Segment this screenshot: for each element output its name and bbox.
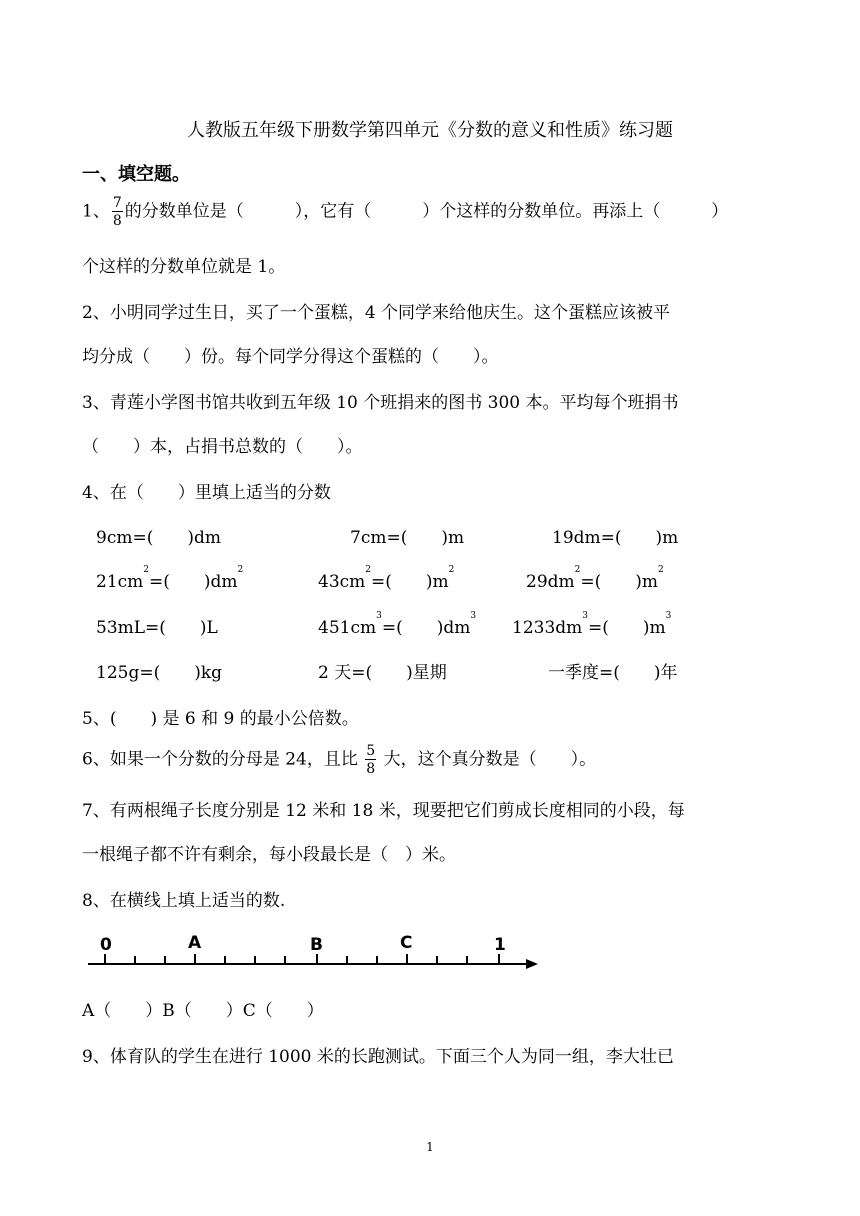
label-c: C bbox=[400, 933, 413, 953]
superscript: 3 bbox=[376, 611, 382, 621]
question-8-intro: 8、在横线上填上适当的数. bbox=[82, 891, 286, 911]
question-3-line-2: （ ）本，占捐书总数的（ ）。 bbox=[82, 437, 363, 457]
question-6 bbox=[82, 744, 596, 776]
q1-prefix: 1、 bbox=[82, 201, 110, 222]
q4-r1-c1: 9cm=( )dm bbox=[96, 528, 221, 548]
superscript: 2 bbox=[574, 565, 581, 575]
question-4-intro: 4、在（ ）里填上适当的分数 bbox=[82, 483, 331, 503]
unit-text: 21cm bbox=[96, 572, 144, 592]
superscript: 2 bbox=[365, 565, 372, 575]
q4-r1-c2: 7cm=( )m bbox=[350, 528, 465, 548]
unit-text: =( )dm bbox=[149, 572, 238, 592]
number-line bbox=[80, 928, 550, 980]
arrow-head-icon bbox=[526, 959, 538, 969]
unit-text: =( )m bbox=[371, 572, 449, 592]
label-a: A bbox=[188, 933, 202, 953]
q4-r2-c2 bbox=[318, 567, 454, 592]
frac-numerator: 7 bbox=[112, 195, 122, 211]
page-number: 1 bbox=[426, 1140, 434, 1154]
section-heading: 一、填空题。 bbox=[82, 164, 190, 185]
superscript: 2 bbox=[658, 565, 664, 575]
label-b: B bbox=[310, 935, 323, 955]
superscript: 2 bbox=[237, 565, 244, 575]
question-5: 5、( ) 是 6 和 9 的最小公倍数。 bbox=[82, 709, 359, 729]
unit-text: 1233dm bbox=[512, 618, 583, 638]
question-1-line-2: 个这样的分数单位就是 1。 bbox=[82, 257, 286, 277]
frac-denominator: 8 bbox=[112, 213, 122, 229]
unit-text: =( )m bbox=[580, 572, 659, 592]
question-9-line-1: 9、体育队的学生在进行 1000 米的长跑测试。下面三个人为同一组，李大壮已 bbox=[82, 1047, 674, 1067]
q1-text: 的分数单位是（ ），它有（ ）个这样的分数单位。再添上（ ） bbox=[124, 201, 729, 222]
superscript: 3 bbox=[665, 611, 672, 621]
question-2-line-1: 2、小明同学过生日，买了一个蛋糕，4 个同学来给他庆生。这个蛋糕应该被平 bbox=[82, 303, 671, 323]
q4-r2-c3 bbox=[526, 567, 664, 592]
fraction-5-8 bbox=[365, 744, 376, 776]
q4-r4-c1: 125g=( )kg bbox=[96, 663, 223, 683]
question-2-line-2: 均分成（ ）份。每个同学分得这个蛋糕的（ ）。 bbox=[82, 347, 499, 367]
frac-numerator: 5 bbox=[366, 743, 376, 759]
question-8-answers: A（ ）B（ ）C（ ） bbox=[82, 1001, 324, 1021]
q6-prefix: 6、如果一个分数的分母是 24，且比 bbox=[82, 749, 358, 770]
fraction-7-8 bbox=[112, 196, 123, 228]
question-3-line-1: 3、青莲小学图书馆共收到五年级 10 个班捐来的图书 300 本。平均每个班捐书 bbox=[82, 393, 679, 413]
superscript: 2 bbox=[448, 565, 455, 575]
unit-text: =( )dm bbox=[381, 618, 471, 638]
q6-suffix: 大，这个真分数是（ ）。 bbox=[383, 749, 597, 770]
question-7-line-2: 一根绳子都不许有剩余，每小段最长是（ ）米。 bbox=[82, 845, 456, 865]
number-line-ticks bbox=[105, 954, 499, 964]
label-one: 1 bbox=[494, 935, 506, 955]
q4-r4-c3: 一季度=( )年 bbox=[548, 663, 678, 683]
q4-r4-c2: 2 天=( )星期 bbox=[318, 663, 447, 683]
unit-text: 43cm bbox=[318, 572, 366, 592]
superscript: 2 bbox=[143, 565, 150, 575]
frac-denominator: 8 bbox=[366, 761, 376, 777]
question-1-line-1 bbox=[82, 196, 728, 228]
q4-r1-c3: 19dm=( )m bbox=[552, 528, 679, 548]
question-7-line-1: 7、有两根绳子长度分别是 12 米和 18 米，现要把它们剪成长度相同的小段，每 bbox=[82, 801, 685, 821]
unit-text: 29dm bbox=[526, 572, 575, 592]
q4-r3-c1: 53mL=( )L bbox=[96, 618, 218, 638]
q4-r3-c3 bbox=[512, 613, 671, 638]
q4-r2-c1 bbox=[96, 567, 243, 592]
unit-text: =( )m bbox=[588, 618, 666, 638]
label-zero: 0 bbox=[100, 935, 112, 955]
q4-r3-c2 bbox=[318, 613, 476, 638]
unit-text: 451cm bbox=[318, 618, 377, 638]
page-title: 人教版五年级下册数学第四单元《分数的意义和性质》练习题 bbox=[187, 120, 673, 141]
superscript: 3 bbox=[582, 611, 589, 621]
superscript: 3 bbox=[470, 611, 477, 621]
